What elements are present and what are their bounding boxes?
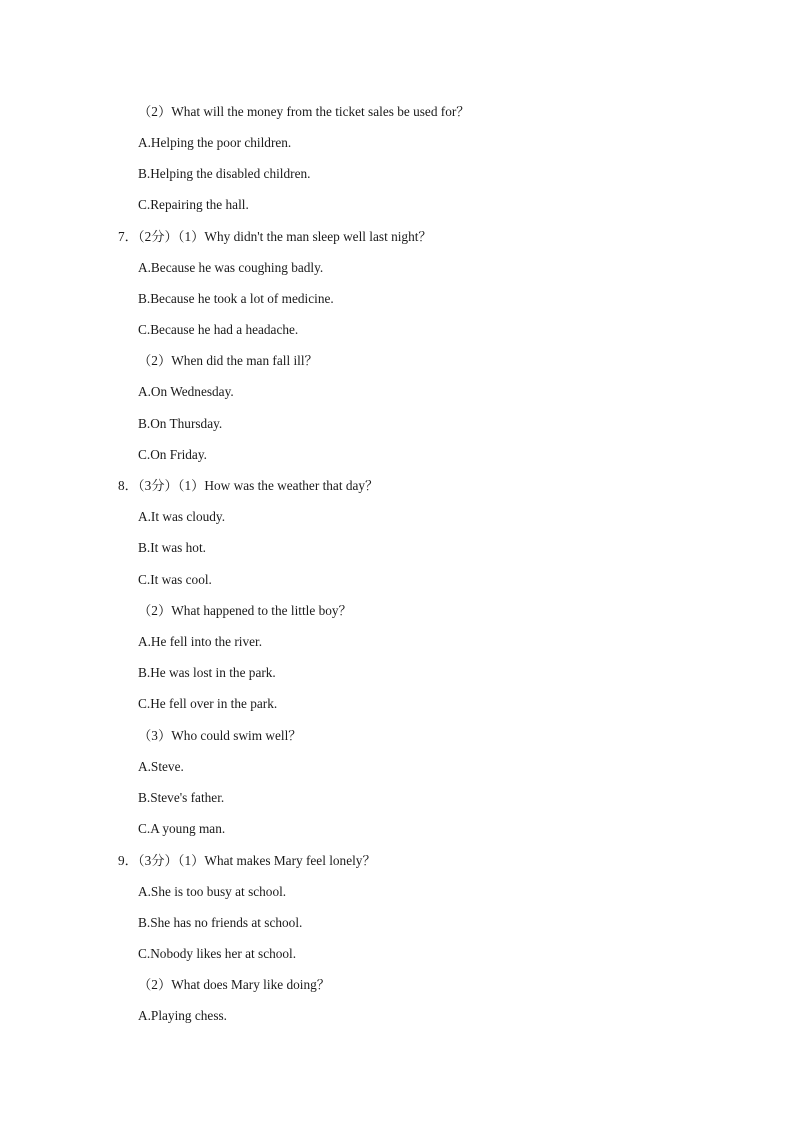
- question-8-sub-2: （2）What happened to the little boy？: [138, 603, 352, 618]
- option-8-2-a: A.He fell into the river.: [138, 634, 263, 649]
- option-6-2-b: B.Helping the disabled children.: [138, 166, 311, 181]
- option-9-1-b: B.She has no friends at school.: [138, 915, 303, 930]
- option-9-1-c: C.Nobody likes her at school.: [138, 946, 297, 961]
- option-8-1-a: A.It was cloudy.: [138, 509, 226, 524]
- question-6-sub-2: （2）What will the money from the ticket sales be used for？: [138, 104, 470, 119]
- question-9-sub-2: （2）What does Mary like doing？: [138, 977, 331, 992]
- option-8-2-c: C.He fell over in the park.: [138, 696, 278, 711]
- option-8-1-c: C.It was cool.: [138, 572, 212, 587]
- option-6-2-c: C.Repairing the hall.: [138, 197, 249, 212]
- question-8-sub-1: 8．（3分）（1）How was the weather that day？: [118, 478, 379, 493]
- question-8-sub-3: （3）Who could swim well？: [138, 728, 302, 743]
- option-8-3-b: B.Steve's father.: [138, 790, 225, 805]
- question-7-sub-2: （2）When did the man fall ill？: [138, 353, 318, 368]
- option-8-1-b: B.It was hot.: [138, 540, 206, 555]
- option-7-2-a: A.On Wednesday.: [138, 384, 234, 399]
- question-9-sub-1: 9．（3分）（1）What makes Mary feel lonely？: [118, 853, 376, 868]
- option-9-1-a: A.She is too busy at school.: [138, 884, 287, 899]
- option-7-1-b: B.Because he took a lot of medicine.: [138, 291, 334, 306]
- option-8-3-a: A.Steve.: [138, 759, 184, 774]
- option-7-1-c: C.Because he had a headache.: [138, 322, 299, 337]
- option-7-2-c: C.On Friday.: [138, 447, 207, 462]
- option-6-2-a: A.Helping the poor children.: [138, 135, 292, 150]
- option-8-3-c: C.A young man.: [138, 821, 226, 836]
- option-7-2-b: B.On Thursday.: [138, 416, 223, 431]
- option-9-2-a: A.Playing chess.: [138, 1008, 228, 1023]
- option-8-2-b: B.He was lost in the park.: [138, 665, 276, 680]
- question-7-sub-1: 7．（2分）（1）Why didn't the man sleep well last night？: [118, 229, 432, 244]
- option-7-1-a: A.Because he was coughing badly.: [138, 260, 324, 275]
